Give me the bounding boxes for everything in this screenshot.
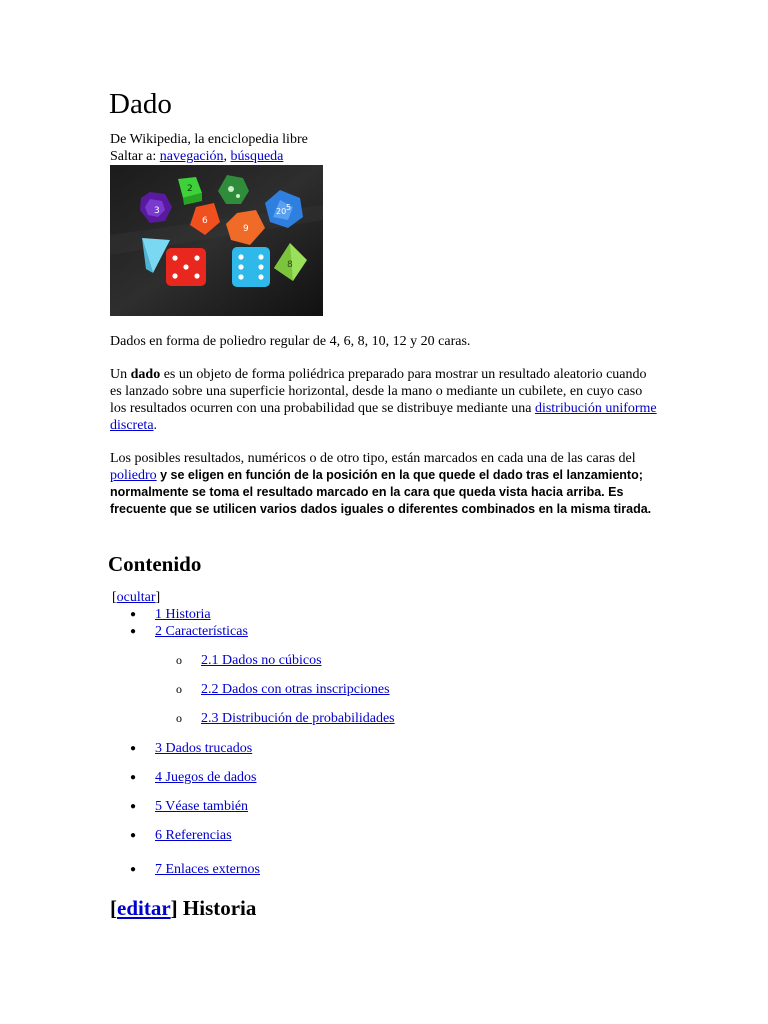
toc-toggle-close: ]	[155, 590, 161, 605]
toc-link-dados-no-cubicos[interactable]: 2.1 Dados no cúbicos	[201, 653, 322, 668]
dice-label: 5	[286, 203, 292, 212]
bullet-icon: ●	[130, 772, 137, 784]
jump-to-links	[110, 148, 283, 165]
circle-bullet-icon: o	[176, 653, 182, 667]
toc-item	[130, 623, 248, 640]
edit-bracket-close: ]	[170, 896, 178, 920]
para1-text-2: es un objeto de forma poliédrica preparado para mostrar un resultado aleatorio cuando es lanzado sobre una superficie horizontal, desde la mano o mediante un cubilete, en cuyo caso los resultados ocurren con una probabilidad que se distribuye mediante una	[110, 367, 647, 416]
toc-item	[130, 740, 252, 757]
toc-subitem	[176, 652, 322, 669]
jump-to-separator: ,	[223, 149, 231, 164]
edit-link[interactable]: editar	[117, 896, 171, 920]
bullet-icon: ●	[130, 743, 137, 755]
edit-bracket-open: [	[110, 896, 117, 920]
bullet-icon: ●	[130, 830, 137, 842]
toc-item	[130, 827, 232, 844]
bullet-icon: ●	[130, 864, 137, 876]
toc-item	[130, 798, 248, 815]
toc-hide-link[interactable]: ocultar	[116, 590, 156, 605]
toc-subitem	[176, 681, 390, 698]
para2-text-2: y se eligen en función de la posición en la que quede el dado tras el lanzamiento; normalmente se toma el resultado marcado en la cara que queda vista hacia arriba. Es frecuente que se utilicen varios dados iguales o diferentes combinados en la misma tirada.	[110, 468, 652, 516]
para1-text-3: .	[153, 418, 158, 433]
toc-link-caracteristicas[interactable]: 2 Características	[155, 624, 248, 639]
toc-link-enlaces[interactable]: 7 Enlaces externos	[155, 862, 260, 877]
toc-item	[130, 769, 257, 786]
toc-link-historia[interactable]: 1 Historia	[155, 607, 211, 622]
dice-label: 2	[187, 184, 193, 194]
section-title: Historia	[177, 896, 257, 920]
bullet-icon: ●	[130, 626, 137, 638]
toc-toggle-open: [	[112, 590, 117, 605]
results-paragraph	[110, 450, 660, 518]
dice-label: 20	[276, 207, 287, 216]
circle-bullet-icon: o	[176, 682, 182, 696]
toc-subitem	[176, 710, 395, 727]
toc-link-referencias[interactable]: 6 Referencias	[155, 828, 232, 843]
search-link[interactable]: búsqueda	[230, 149, 284, 164]
page-title: Dado	[109, 88, 172, 120]
navigation-link[interactable]: navegación	[159, 149, 224, 164]
toc-link-dados-trucados[interactable]: 3 Dados trucados	[155, 741, 253, 756]
bullet-icon: ●	[130, 801, 137, 813]
image-caption: Dados en forma de poliedro regular de 4, 6, 8, 10, 12 y 20 caras.	[110, 334, 471, 349]
bullet-icon: ●	[130, 609, 137, 621]
toc-heading: Contenido	[108, 552, 202, 576]
polyhedron-link[interactable]: poliedro	[110, 468, 157, 483]
uniform-distribution-link[interactable]: distribución uniforme discreta	[110, 401, 657, 433]
para1-text-1: Un	[110, 367, 131, 382]
jump-to-prefix: Saltar a:	[110, 149, 160, 164]
dice-label: 6	[202, 216, 208, 226]
toc-item	[130, 606, 211, 623]
section-heading-historia	[110, 895, 256, 921]
circle-bullet-icon: o	[176, 711, 182, 725]
dice-image[interactable]	[110, 165, 323, 316]
toc-link-vease[interactable]: 5 Véase también	[155, 799, 249, 814]
para2-text-1: Los posibles resultados, numéricos o de otro tipo, están marcados en cada una de las caras del	[110, 451, 636, 466]
toc-item	[130, 861, 260, 878]
toc-link-juegos[interactable]: 4 Juegos de dados	[155, 770, 257, 785]
toc-link-otras-inscripciones[interactable]: 2.2 Dados con otras inscripciones	[201, 682, 390, 697]
intro-paragraph	[110, 366, 660, 434]
dice-label: 3	[154, 206, 160, 216]
para1-bold-term: dado	[130, 367, 161, 382]
dice-label: 8	[287, 260, 293, 270]
toc-link-distribucion[interactable]: 2.3 Distribución de probabilidades	[201, 711, 395, 726]
toc-toggle	[112, 589, 160, 606]
tagline: De Wikipedia, la enciclopedia libre	[110, 132, 308, 147]
dice-label: 9	[243, 224, 249, 234]
